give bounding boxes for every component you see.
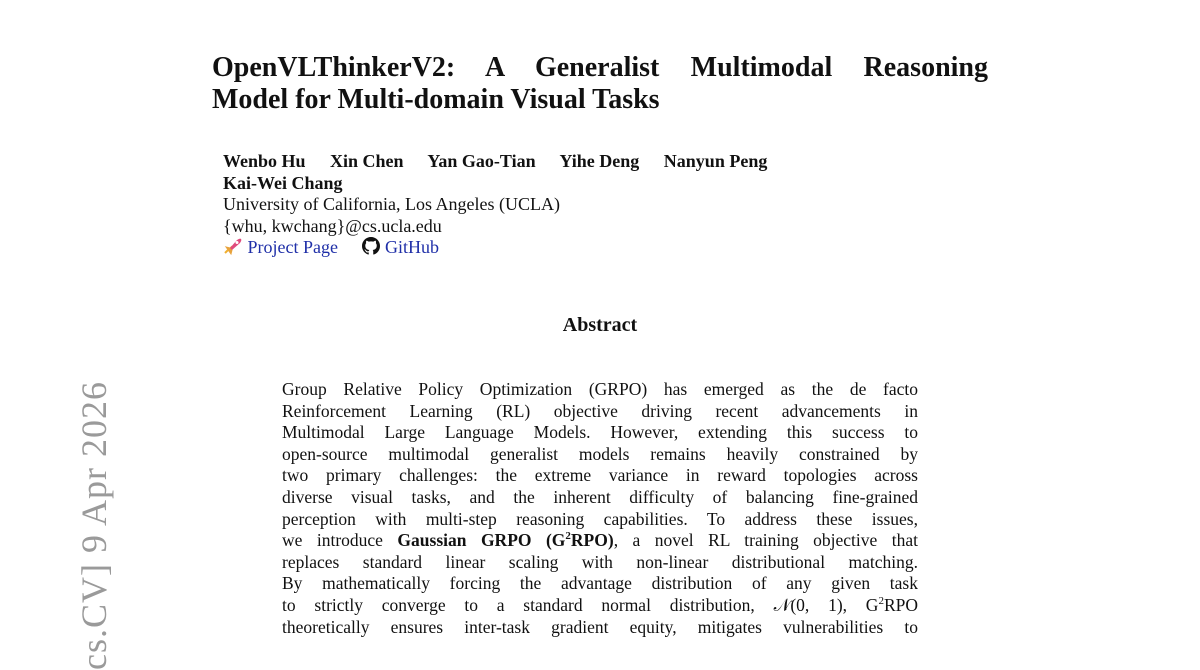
abstract-text: RPO [883, 594, 918, 615]
method-superscript: 2 [878, 594, 884, 607]
abstract-heading: Abstract [562, 314, 638, 336]
abstract-text: , a novel RL training objective that [613, 530, 918, 551]
abstract-line [282, 530, 918, 552]
affiliation: University of California, Los Angeles (UCLA) [223, 194, 560, 214]
author-list-continued [223, 173, 767, 195]
abstract-text: to strictly converge to a standard normal distribution, [282, 594, 774, 615]
abstract-text: we introduce [282, 530, 398, 551]
project-page-link[interactable] [223, 237, 342, 257]
abstract-line: perception with multi-step reasoning capabilities. To address these issues, [282, 508, 918, 529]
abstract-line: theoretically ensures inter-task gradient equity, mitigates vulnerabilities to [282, 616, 918, 637]
abstract-line: By mathematically forcing the advantage distribution of any given task [282, 573, 918, 594]
github-label: GitHub [384, 237, 439, 257]
author-name: Wenbo Hu [223, 151, 306, 171]
title-line-2: Model for Multi-domain Visual Tasks [212, 84, 660, 115]
author-name: Yihe Deng [559, 151, 640, 171]
rocket-icon [223, 237, 243, 261]
abstract-line [282, 595, 918, 617]
abstract-line: Reinforcement Learning (RL) objective driving recent advancements in [282, 400, 918, 421]
abstract-line: open-source multimodal generalist models remains heavily constrained by [282, 443, 918, 464]
math-normal-dist: 𝒩(0, 1) [773, 594, 843, 615]
method-name-part: RPO) [570, 530, 614, 551]
abstract-line: two primary challenges: the extreme variance in reward topologies across [282, 465, 918, 486]
author-name: Nanyun Peng [663, 151, 768, 171]
method-name-part: Gaussian GRPO (G [397, 530, 566, 551]
author-block [223, 151, 767, 261]
abstract-line: replaces standard linear scaling with non-linear distributional matching. [282, 551, 918, 572]
author-name: Kai-Wei Chang [223, 172, 343, 193]
author-name: Xin Chen [330, 151, 404, 171]
author-name: Yan Gao-Tian [427, 151, 536, 171]
abstract-body [282, 379, 918, 638]
method-superscript: 2 [565, 530, 571, 543]
arxiv-side-stamp [25, 330, 114, 670]
paper-links [223, 237, 767, 261]
github-link[interactable] [362, 237, 439, 257]
project-page-label: Project Page [247, 237, 338, 257]
abstract-text: , G [842, 594, 879, 615]
abstract-line: diverse visual tasks, and the inherent difficulty of balancing fine-grained [282, 486, 918, 507]
author-email: {whu, kwchang}@cs.ucla.edu [223, 215, 442, 236]
abstract-line: Multimodal Large Language Models. However, extending this success to [282, 422, 918, 443]
github-icon [362, 237, 380, 261]
paper-title [212, 52, 1002, 116]
author-list [223, 151, 767, 173]
abstract-line: Group Relative Policy Optimization (GRPO) has emerged as the de facto [282, 379, 918, 399]
arxiv-stamp-text: cs.CV] 9 Apr 2026 [74, 381, 114, 670]
method-name [397, 530, 613, 550]
title-line-1: OpenVLThinkerV2: A Generalist Multimodal Reasoning [212, 52, 988, 83]
